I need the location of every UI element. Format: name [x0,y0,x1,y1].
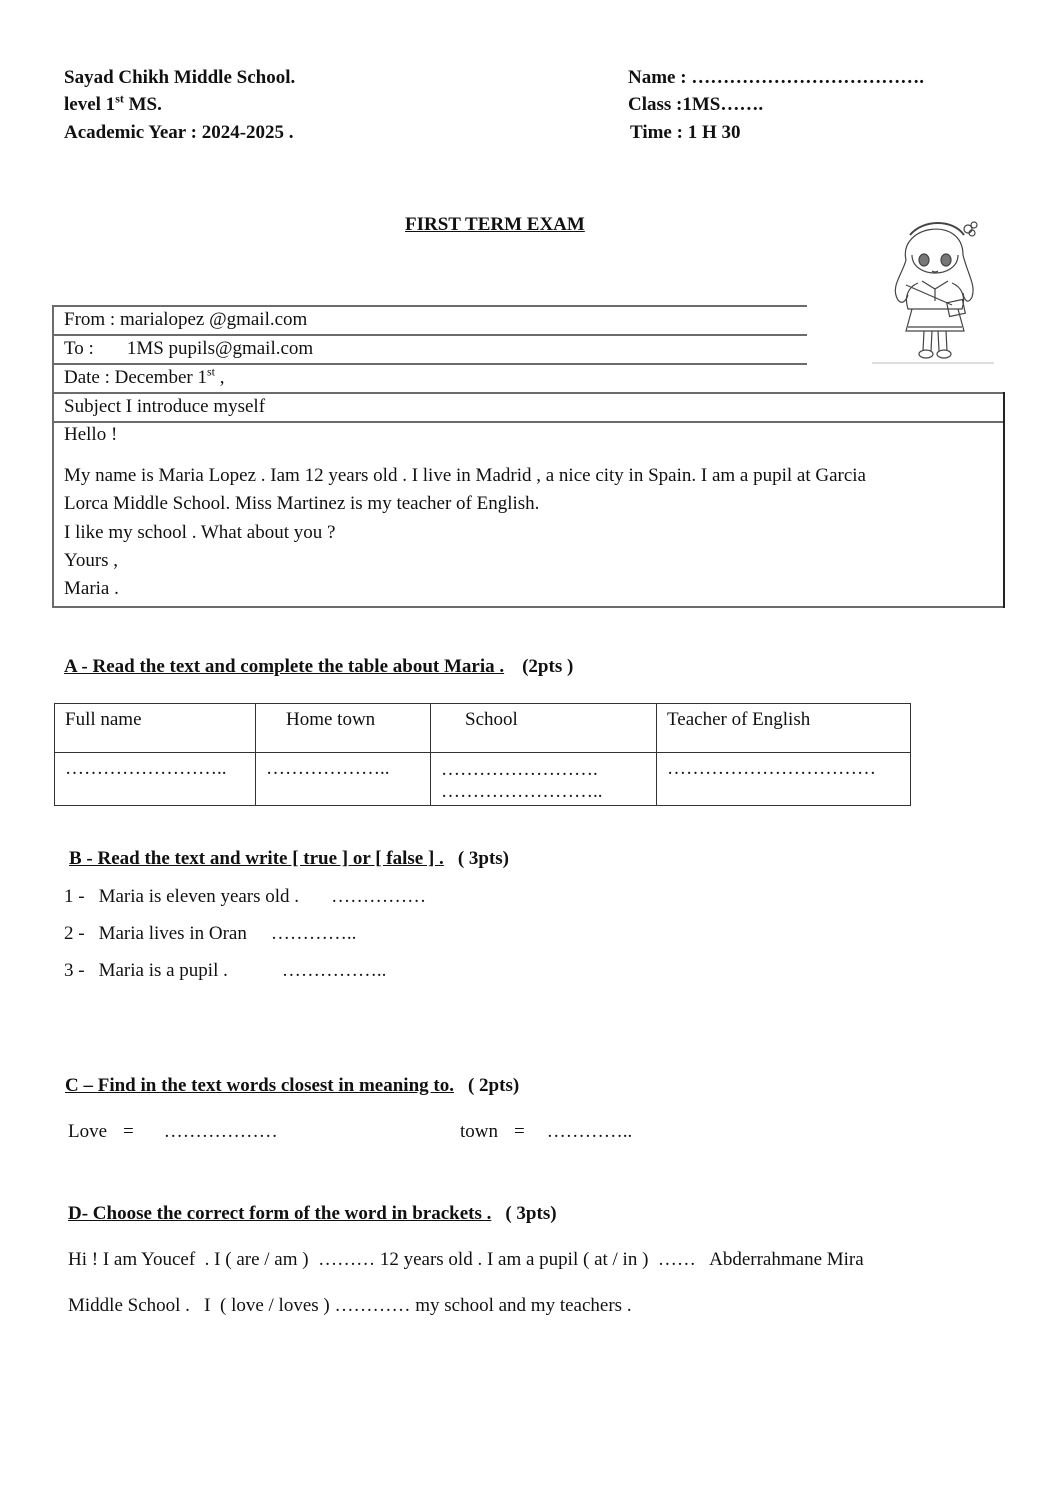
true-false-item: 2 - Maria lives in Oran ………….. [64,923,357,944]
section-a-points: (2pts ) [522,656,574,677]
email-to-label: To : [64,338,94,359]
student-name-field: Name : ………………………………. [628,67,925,88]
synonym-pair: Love = ……………… [68,1121,278,1142]
answer-full-name[interactable]: …………………….. [55,753,256,806]
level-prefix: level 1 [64,94,116,115]
table-header-cell: Home town [256,704,431,753]
section-b-title [69,848,509,870]
true-false-item: 3 - Maria is a pupil . …………….. [64,960,387,981]
answer-blank[interactable]: …………… [331,886,427,907]
answer-teacher[interactable]: …………………………… [657,753,911,806]
email-body-line: I like my school . What about you ? [64,522,336,543]
level-suffix: MS. [123,94,162,115]
exam-title: FIRST TERM EXAM [405,214,585,235]
section-c-title [65,1075,519,1097]
table-header-cell: School [431,704,657,753]
table-answer-row [55,753,911,806]
section-d-title [68,1203,557,1225]
answer-blank[interactable]: …………….. [281,960,387,981]
email-closing: Yours , [64,550,119,571]
level-sup: st [115,91,124,106]
email-body-line: Lorca Middle School. Miss Martinez is my teacher of English. [64,493,540,514]
answer-blank[interactable]: ………….. [270,923,357,944]
academic-year: Academic Year : 2024-2025 . [64,122,294,143]
email-divider [53,606,1005,608]
section-b-title-text: B - Read the text and write [ true ] or [ false ] . [69,848,444,869]
email-border-right [1003,392,1005,608]
table-header-cell: Teacher of English [657,704,911,753]
email-date-prefix: Date : December 1 [64,367,207,388]
section-a-title [64,656,573,678]
section-a-title-text: A - Read the text and complete the table about Maria . [64,656,505,677]
class-field: Class :1MS……. [628,94,764,115]
section-c-points: ( 2pts) [467,1075,520,1096]
maria-info-table [54,703,911,806]
level [64,91,162,119]
school-name: Sayad Chikh Middle School. [64,67,296,88]
email-subject: Subject I introduce myself [64,396,266,417]
exam-time: Time : 1 H 30 [630,122,741,143]
email-from: From : marialopez @gmail.com [64,309,308,330]
email-divider [53,363,807,365]
answer-blank[interactable]: ……………… [163,1121,278,1142]
email-date-sup: st [206,364,215,379]
email-date-suffix: , [214,367,225,388]
section-b-points: ( 3pts) [457,848,510,869]
email-date [64,364,225,389]
email-divider [53,421,1005,423]
email-to-value: 1MS pupils@gmail.com [126,338,314,359]
section-c-title-text: C – Find in the text words closest in meaning to. [65,1075,454,1096]
email-signature: Maria . [64,578,119,599]
synonym-pair: town = ………….. [460,1121,633,1142]
answer-blank[interactable]: ………….. [546,1121,633,1142]
grammar-line: Hi ! I am Youcef . I ( are / am ) ……… 12 years old . I am a pupil ( at / in ) …… Abderrahmane Mira [68,1249,864,1270]
true-false-item: 1 - Maria is eleven years old . …………… [64,886,427,907]
email-to [64,338,313,360]
email-greeting: Hello ! [64,424,118,445]
section-d-points: ( 3pts) [505,1203,557,1224]
table-header-row [55,704,911,753]
grammar-line: Middle School . I ( love / loves ) ………… my school and my teachers . [68,1295,632,1316]
table-header-cell: Full name [55,704,256,753]
email-divider [53,305,807,307]
email-divider [53,392,1005,394]
girl-student-drawing-icon [868,205,998,365]
email-border-left [52,305,54,608]
answer-home-town[interactable]: ……………….. [256,753,431,806]
section-d-title-text: D- Choose the correct form of the word in brackets . [68,1203,492,1224]
email-body-line: My name is Maria Lopez . Iam 12 years old . I live in Madrid , a nice city in Spain. I am a pupil at Garcia [64,465,866,486]
answer-school[interactable]: ……………………. …………………….. [431,753,657,806]
email-divider [53,334,807,336]
